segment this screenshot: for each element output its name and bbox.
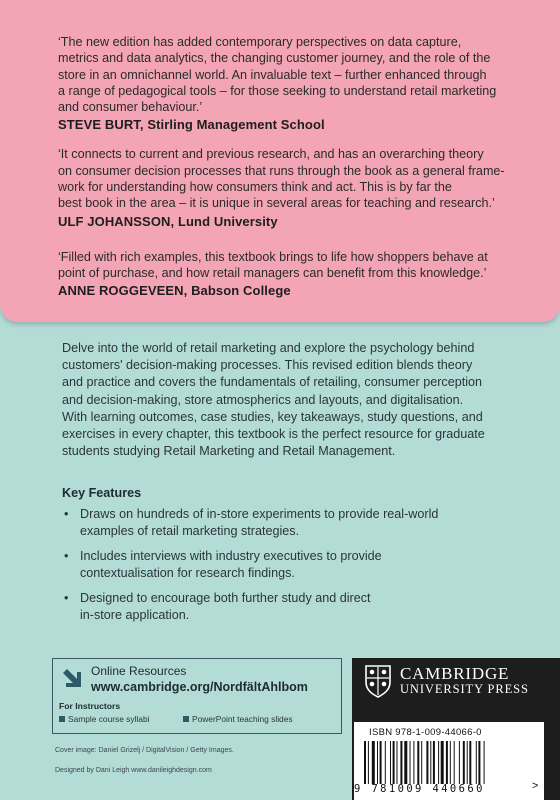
quote-text: ‘The new edition has added contemporary perspectives on data capture, metrics and data analytics, the changing customer journey, and the role of the store in an omnichannel world. An invaluable text – further enhanced through a range of pedagogical tools – for those seeking to understand retail marketing and consumer behaviour.’ <box>58 35 497 115</box>
bullet-icon: • <box>64 591 69 605</box>
quote-source: STEVE BURT, Stirling Management School <box>58 117 325 133</box>
barcode-bracket: > <box>532 780 539 792</box>
barcode-stripe <box>364 741 366 784</box>
barcode-stripe <box>400 741 402 784</box>
list-item: • Draws on hundreds of in-store experiments to provide real-world examples of retail marketing strategies. <box>64 507 439 538</box>
barcode-stripe <box>469 741 471 784</box>
list-item: • Designed to encourage both further study and direct in-store application. <box>64 591 371 622</box>
barcode-stripe <box>426 741 428 784</box>
barcode-stripe <box>459 741 460 784</box>
barcode <box>354 722 544 800</box>
barcode-stripe <box>478 741 480 784</box>
barcode-stripe <box>421 741 422 784</box>
quote-source: ULF JOHANSSON, Lund University <box>58 213 278 229</box>
barcode-stripe <box>417 741 419 784</box>
barcode-stripe <box>467 741 468 784</box>
barcode-stripe <box>476 741 477 784</box>
square-bullet-icon <box>59 716 65 722</box>
barcode-stripe <box>372 741 375 784</box>
quote-steve-burt <box>58 34 508 132</box>
barcode-stripe <box>385 741 386 784</box>
quote-source: ANNE ROGGEVEEN, Babson College <box>58 283 291 299</box>
resource-item-syllabi: Sample course syllabi <box>59 714 149 724</box>
quote-anne-roggeveen <box>58 249 508 299</box>
resource-item-slides: PowerPoint teaching slides <box>183 714 293 724</box>
online-resources-title: Online Resources <box>91 664 187 678</box>
barcode-stripe <box>441 741 444 784</box>
key-features-list <box>62 506 482 632</box>
quote-text: ‘Filled with rich examples, this textbook brings to life how shoppers behave at point of purchase, and how retail managers can benefit from this knowledge.’ <box>58 249 488 280</box>
barcode-number: 9 781009 440660 <box>354 783 485 795</box>
barcode-stripe <box>368 741 369 784</box>
barcode-stripe <box>413 741 414 784</box>
publisher-press: UNIVERSITY PRESS <box>400 682 529 696</box>
endorsements-panel <box>0 0 560 322</box>
barcode-stripe <box>393 741 395 784</box>
designer-credit: Designed by Dani Leigh www.danileighdesign.com <box>55 767 212 774</box>
bullet-icon: • <box>64 507 69 521</box>
barcode-stripe <box>446 741 448 784</box>
quote-text: ‘It connects to current and previous research, and has an overarching theory on consumer decision processes that runs through the book as a general frame- work for understanding how consumers think and act. This is by far the best book in the area – it is unique in several areas for teaching and research.’ <box>58 147 505 211</box>
barcode-stripe <box>377 741 378 784</box>
barcode-stripe <box>380 741 382 784</box>
publisher-name: CAMBRIDGE <box>400 664 510 683</box>
bullet-icon: • <box>64 549 69 563</box>
barcode-stripe <box>484 741 485 784</box>
online-resources-link[interactable]: www.cambridge.org/NordfältAhlbom <box>91 680 308 694</box>
list-item: • Includes interviews with industry executives to provide contextualisation for research findings. <box>64 549 382 580</box>
isbn-number: ISBN 978-1-009-44066-0 <box>369 727 482 738</box>
quote-ulf-johansson <box>58 146 508 228</box>
barcode-stripe <box>404 741 407 784</box>
barcode-stripe <box>390 741 391 784</box>
barcode-stripe <box>397 741 398 784</box>
cover-image-credit: Cover image: Daniel Grizelj / DigitalVision / Getty Images. <box>55 747 234 754</box>
barcode-bars <box>364 741 526 784</box>
key-features-title: Key Features <box>62 486 142 500</box>
book-description: Delve into the world of retail marketing and explore the psychology behind customers' decision-making processes. This revised edition blends theory and practice and covers the fundamentals of retailing, consumer perception and decision-making, store atmospherics and layouts, and digitalisation. With learning outcomes, case studies, key takeaways, study questions, and exercises in every chapter, this textbook is the perfect resource for graduate students studying Retail Marketing and Retail Management. <box>62 341 485 459</box>
barcode-stripe <box>430 741 431 784</box>
arrow-down-right-icon <box>61 667 83 689</box>
university-crest-icon <box>364 664 392 698</box>
barcode-stripe <box>450 741 451 784</box>
barcode-stripe <box>454 741 455 784</box>
publisher-block <box>352 658 560 800</box>
barcode-stripe <box>433 741 435 784</box>
barcode-stripe <box>463 741 465 784</box>
barcode-stripe <box>438 741 439 784</box>
barcode-stripe <box>410 741 411 784</box>
for-instructors-label: For Instructors <box>59 701 121 711</box>
square-bullet-icon <box>183 716 189 722</box>
online-resources-box <box>52 658 342 734</box>
